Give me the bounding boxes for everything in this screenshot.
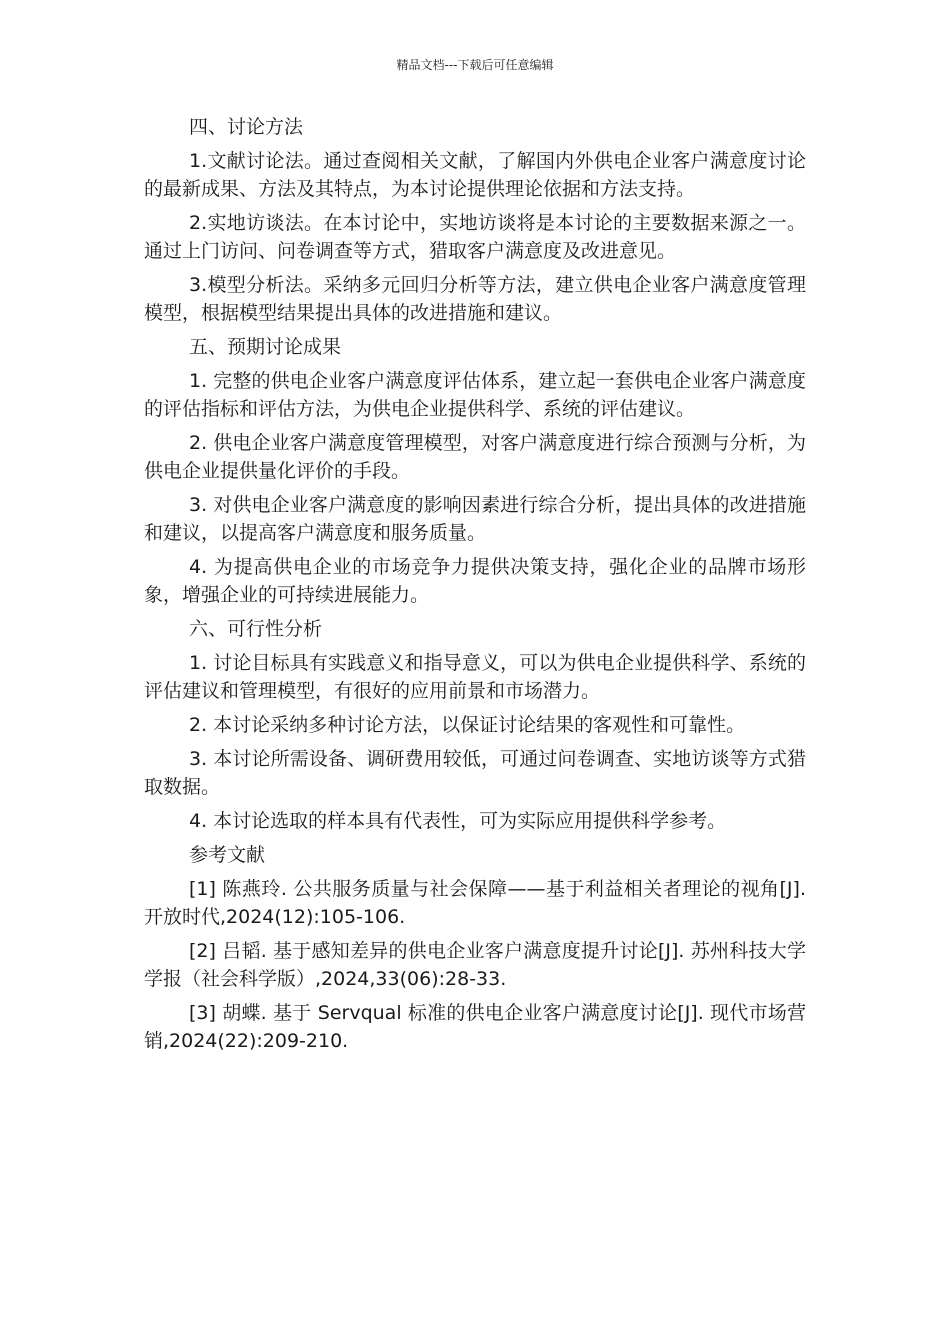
feasibility-4: 4. 本讨论选取的样本具有代表性，可为实际应用提供科学参考。 — [189, 810, 727, 832]
feasibility-3: 3. 本讨论所需设备、调研费用较低，可通过问卷调查、实地访谈等方式猎取数据。 — [144, 748, 806, 798]
method-model: 3.模型分析法。采纳多元回归分析等方法，建立供电企业客户满意度管理模型，根据模型结果提出具体的改进措施和建议。 — [144, 274, 806, 324]
section-heading-feasibility: 六、可行性分析 — [189, 618, 323, 640]
section-heading-outcomes: 五、预期讨论成果 — [189, 336, 342, 358]
reference-1: [1] 陈燕玲. 公共服务质量与社会保障——基于利益相关者理论的视角[J]. 开放时代,2024(12):105-106. — [144, 878, 806, 928]
section-heading-methods: 四、讨论方法 — [189, 116, 304, 138]
outcome-2: 2. 供电企业客户满意度管理模型，对客户满意度进行综合预测与分析，为供电企业提供量化评价的手段。 — [144, 432, 806, 482]
reference-2: [2] 吕韬. 基于感知差异的供电企业客户满意度提升讨论[J]. 苏州科技大学学报（社会科学版）,2024,33(06):28-33. — [144, 940, 806, 990]
reference-3: [3] 胡蝶. 基于 Servqual 标准的供电企业客户满意度讨论[J]. 现代市场营销,2024(22):209-210. — [144, 1002, 806, 1052]
page-header: 精品文档---下载后可任意编辑 — [396, 58, 554, 72]
document-body — [144, 113, 806, 1061]
method-interview: 2.实地访谈法。在本讨论中，实地访谈将是本讨论的主要数据来源之一。通过上门访问、问卷调查等方式，猎取客户满意度及改进意见。 — [144, 212, 806, 262]
feasibility-1: 1. 讨论目标具有实践意义和指导意义，可以为供电企业提供科学、系统的评估建议和管理模型，有很好的应用前景和市场潜力。 — [144, 652, 806, 702]
feasibility-2: 2. 本讨论采纳多种讨论方法，以保证讨论结果的客观性和可靠性。 — [189, 714, 746, 736]
outcome-4: 4. 为提高供电企业的市场竞争力提供决策支持，强化企业的品牌市场形象，增强企业的可持续进展能力。 — [144, 556, 806, 606]
method-literature: 1.文献讨论法。通过查阅相关文献，了解国内外供电企业客户满意度讨论的最新成果、方法及其特点，为本讨论提供理论依据和方法支持。 — [144, 150, 806, 200]
outcome-1: 1. 完整的供电企业客户满意度评估体系，建立起一套供电企业客户满意度的评估指标和评估方法，为供电企业提供科学、系统的评估建议。 — [144, 370, 806, 420]
section-heading-references: 参考文献 — [189, 844, 266, 866]
outcome-3: 3. 对供电企业客户满意度的影响因素进行综合分析，提出具体的改进措施和建议，以提高客户满意度和服务质量。 — [144, 494, 806, 544]
